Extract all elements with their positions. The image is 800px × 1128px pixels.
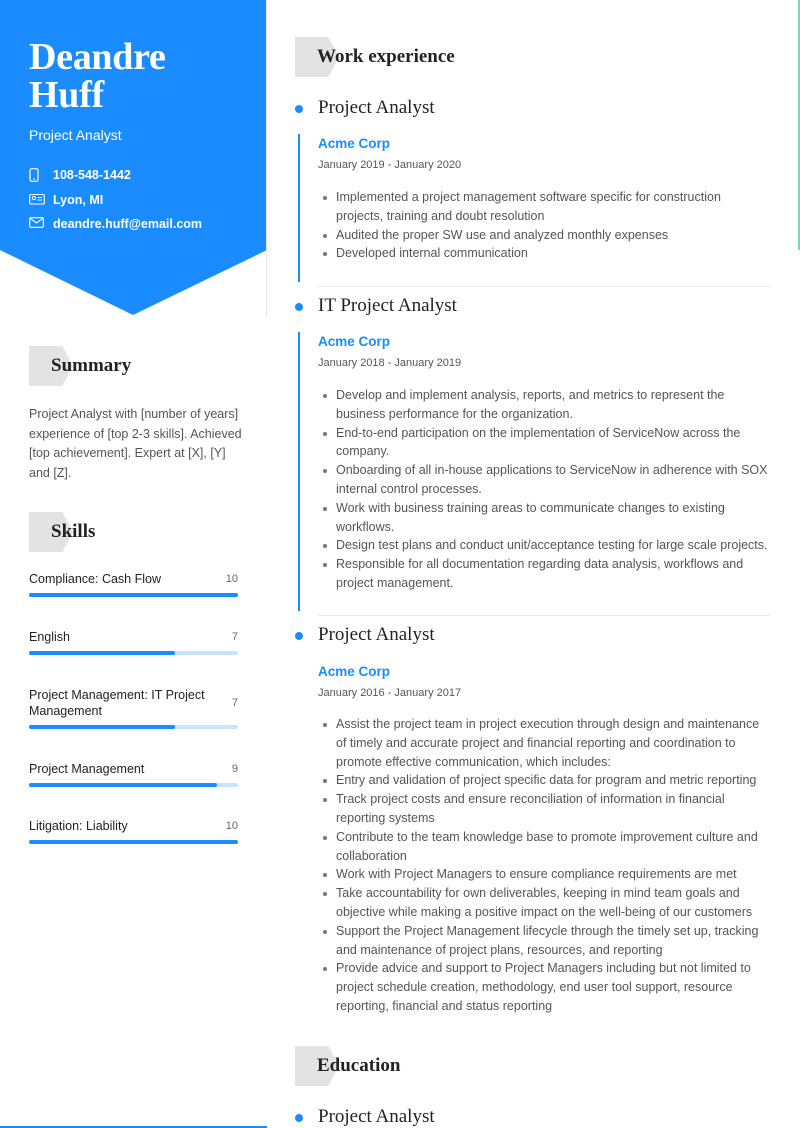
column-divider bbox=[266, 0, 267, 316]
sidebar bbox=[0, 0, 267, 1128]
job-company: Acme Corp bbox=[318, 136, 391, 151]
list-item: Entry and validation of project specific data for program and metric reporting bbox=[318, 771, 770, 790]
skill-item bbox=[29, 818, 238, 834]
work-experience-heading: Work experience bbox=[295, 37, 455, 77]
mobile-phone-icon bbox=[29, 168, 45, 182]
timeline-dot bbox=[295, 303, 303, 311]
skill-item bbox=[29, 761, 238, 777]
list-item: Take accountability for own deliverables, keeping in mind team goals and objective while making a positive impact on the well-being of our customers bbox=[318, 884, 770, 922]
skill-bar-fill bbox=[29, 840, 238, 844]
job-company: Acme Corp bbox=[318, 334, 391, 349]
envelope-icon bbox=[29, 217, 45, 231]
list-item: Support the Project Management lifecycle through the timely set up, tracking and maintenance of project plans, resources, and reporting bbox=[318, 922, 770, 960]
phone-text: 108-548-1442 bbox=[53, 168, 131, 182]
list-item: Implemented a project management software specific for construction projects, training and doubt resolution bbox=[318, 188, 770, 226]
profile-header bbox=[0, 0, 267, 318]
job-title: Project Analyst bbox=[318, 97, 435, 118]
list-item: Design test plans and conduct unit/acceptance testing for large scale projects. bbox=[318, 536, 770, 555]
list-item: End-to-end participation on the implementation of ServiceNow across the company. bbox=[318, 424, 770, 462]
list-item: Onboarding of all in-house applications to ServiceNow in adherence with SOX internal control processes. bbox=[318, 461, 770, 499]
skill-bar-fill bbox=[29, 593, 238, 597]
list-item: Work with Project Managers to ensure compliance requirements are met bbox=[318, 865, 770, 884]
skill-item bbox=[29, 571, 238, 587]
list-item: Contribute to the team knowledge base to promote improvement culture and collaboration bbox=[318, 828, 770, 866]
list-item: Provide advice and support to Project Managers including but not limited to project schedule creation, methodology, end user tool support, resource reporting, financial and status reporting bbox=[318, 959, 770, 1015]
education-title: Project Analyst bbox=[318, 1106, 435, 1127]
list-item: Track project costs and ensure reconciliation of information in financial reporting systems bbox=[318, 790, 770, 828]
timeline-dot bbox=[295, 1114, 303, 1122]
job-bullets bbox=[318, 386, 770, 593]
skill-name: English bbox=[29, 630, 70, 644]
skill-bar bbox=[29, 593, 238, 597]
summary-text: Project Analyst with [number of years] experience of [top 2-3 skills]. Achieved [top achievement]. Expert at [X], [Y] and [Z]. bbox=[29, 407, 242, 480]
timeline-dot bbox=[295, 105, 303, 113]
skill-item bbox=[29, 629, 238, 645]
location-text: Lyon, MI bbox=[53, 193, 104, 207]
job-dates: January 2016 - January 2017 bbox=[318, 687, 462, 699]
job-title: Project Analyst bbox=[318, 624, 435, 645]
list-item: Responsible for all documentation regarding data analysis, workflows and project management. bbox=[318, 555, 770, 593]
timeline-line bbox=[298, 332, 300, 611]
skill-name: Project Management bbox=[29, 762, 145, 776]
list-item: Developed internal communication bbox=[318, 244, 770, 263]
timeline-dot bbox=[295, 632, 303, 640]
skill-level: 7 bbox=[231, 697, 238, 709]
contact-email[interactable] bbox=[29, 217, 202, 231]
skill-bar bbox=[29, 840, 238, 844]
skill-bar-fill bbox=[29, 725, 175, 729]
list-item: Assist the project team in project execution through design and maintenance of timely and accurate project and financial reporting and coordination to promote effective communication, which includes: bbox=[318, 715, 770, 771]
job-company: Acme Corp bbox=[318, 664, 391, 679]
job-dates: January 2018 - January 2019 bbox=[318, 357, 462, 369]
job-bullets bbox=[318, 188, 770, 263]
skill-level: 10 bbox=[225, 573, 238, 585]
skill-level: 7 bbox=[231, 631, 238, 643]
skill-bar-fill bbox=[29, 651, 175, 655]
skill-item bbox=[29, 687, 238, 719]
job-separator bbox=[318, 286, 770, 287]
skill-name: Project Management: IT Project Management bbox=[29, 688, 205, 718]
list-item: Work with business training areas to communicate changes to existing workflows. bbox=[318, 499, 770, 537]
email-text: deandre.huff@email.com bbox=[53, 217, 203, 231]
skills-heading: Skills bbox=[29, 512, 95, 552]
job-separator bbox=[318, 615, 770, 616]
contact-location bbox=[29, 193, 103, 207]
skill-level: 10 bbox=[225, 820, 238, 832]
skill-bar-fill bbox=[29, 783, 217, 787]
list-item: Audited the proper SW use and analyzed monthly expenses bbox=[318, 226, 770, 245]
education-heading: Education bbox=[295, 1046, 400, 1086]
candidate-name: Deandre Huff bbox=[29, 36, 166, 116]
job-bullets bbox=[318, 715, 770, 1016]
summary-heading: Summary bbox=[29, 346, 131, 386]
skill-name: Compliance: Cash Flow bbox=[29, 572, 161, 586]
skill-bar bbox=[29, 783, 238, 787]
location-card-icon bbox=[29, 193, 45, 207]
skill-bar bbox=[29, 651, 238, 655]
job-title: IT Project Analyst bbox=[318, 295, 457, 316]
skill-bar bbox=[29, 725, 238, 729]
list-item: Develop and implement analysis, reports, and metrics to represent the business performance for the organization. bbox=[318, 386, 770, 424]
job-dates: January 2019 - January 2020 bbox=[318, 159, 462, 171]
skill-name: Litigation: Liability bbox=[29, 819, 128, 833]
candidate-role: Project Analyst bbox=[29, 127, 122, 143]
timeline-line bbox=[298, 134, 300, 282]
skill-level: 9 bbox=[231, 763, 238, 775]
contact-phone[interactable] bbox=[29, 168, 131, 182]
